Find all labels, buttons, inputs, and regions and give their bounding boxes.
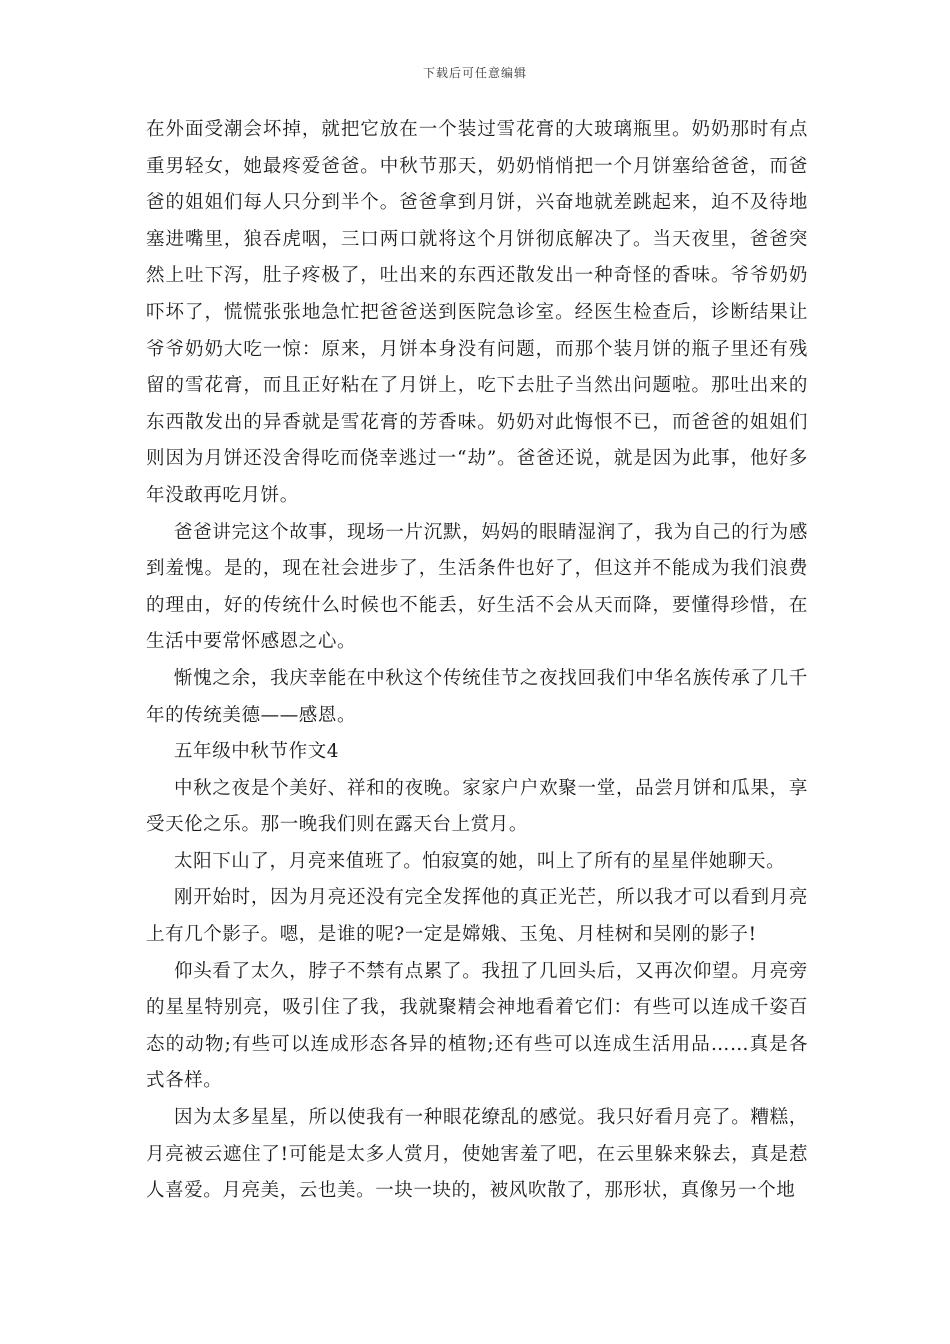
page-header: 下载后可任意编辑 [422, 66, 527, 80]
paragraph: 仰头看了太久，脖子不禁有点累了。我扭了几回头后，又再次仰望。月亮旁的星星特别亮，吸引住了我，我就聚精会神地看着它们：有些可以连成千姿百态的动物;有些可以连成形态各异的植物;还有些可以连成生活用品……真是各式各样。 [146, 960, 808, 1092]
section-heading: 五年级中秋节作文4 [174, 741, 340, 763]
paragraph: 惭愧之余，我庆幸能在中秋这个传统佳节之夜找回我们中华名族传承了几千年的传统美德——感恩。 [146, 667, 808, 726]
paragraph: 因为太多星星，所以使我有一种眼花缭乱的感觉。我只好看月亮了。糟糕，月亮被云遮住了!可能是太多人赏月，使她害羞了吧，在云里躲来躲去，真是惹人喜爱。月亮美，云也美。一块一块的，被风吹散了，那形状，真像另一个地 [146, 1107, 808, 1202]
document-body [146, 112, 808, 1210]
paragraph: 太阳下山了，月亮来值班了。怕寂寞的她，叫上了所有的星星伴她聊天。 [174, 850, 786, 872]
paragraph: 在外面受潮会坏掉，就把它放在一个装过雪花膏的大玻璃瓶里。奶奶那时有点重男轻女，她最疼爱爸爸。中秋节那天，奶奶悄悄把一个月饼塞给爸爸，而爸爸的姐姐们每人只分到半个。爸爸拿到月饼，兴奋地就差跳起来，迫不及待地塞进嘴里，狼吞虎咽，三口两口就将这个月饼彻底解决了。当天夜里，爸爸突然上吐下泻，肚子疼极了，吐出来的东西还散发出一种奇怪的香味。爷爷奶奶吓坏了，慌慌张张地急忙把爸爸送到医院急诊室。经医生检查后，诊断结果让爷爷奶奶大吃一惊：原来，月饼本身没有问题，而那个装月饼的瓶子里还有残留的雪花膏，而且正好粘在了月饼上，吃下去肚子当然出问题啦。那吐出来的东西散发出的异香就是雪花膏的芳香味。奶奶对此悔恨不已，而爸爸的姐姐们则因为月饼还没舍得吃而侥幸逃过一“劫”。爸爸还说，就是因为此事，他好多年没敢再吃月饼。 [146, 119, 808, 506]
paragraph: 爸爸讲完这个故事，现场一片沉默，妈妈的眼睛湿润了，我为自己的行为感到羞愧。是的，现在社会进步了，生活条件也好了，但这并不能成为我们浪费的理由，好的传统什么时候也不能丢，好生活不会从天而降，要懂得珍惜，在生活中要常怀感恩之心。 [146, 521, 808, 653]
paragraph: 刚开始时，因为月亮还没有完全发挥他的真正光芒，所以我才可以看到月亮上有几个影子。嗯，是谁的呢?一定是嫦娥、玉兔、月桂树和吴刚的影子! [146, 887, 808, 946]
paragraph: 中秋之夜是个美好、祥和的夜晚。家家户户欢聚一堂，品尝月饼和瓜果，享受天伦之乐。那一晚我们则在露天台上赏月。 [146, 777, 808, 836]
